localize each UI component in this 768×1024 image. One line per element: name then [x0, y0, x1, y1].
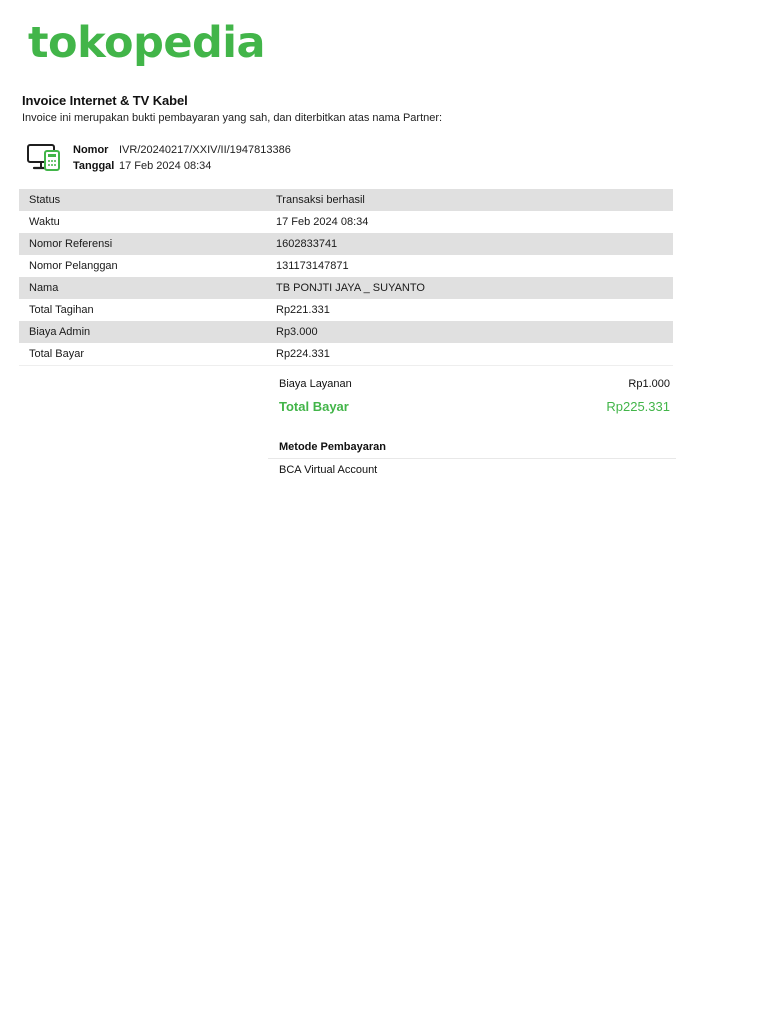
invoice-number-row: [73, 142, 291, 158]
detail-value: 17 Feb 2024 08:34: [276, 216, 369, 228]
detail-label: Nomor Pelanggan: [29, 260, 118, 272]
detail-value: Transaksi berhasil: [266, 189, 673, 211]
detail-label: Nomor Referensi: [19, 233, 266, 255]
detail-row-biaya-admin: [19, 321, 673, 343]
invoice-number-value: IVR/20240217/XXIV/II/1947813386: [119, 144, 291, 156]
service-fee-value: Rp1.000: [628, 378, 670, 390]
computer-device-icon: [26, 142, 62, 172]
detail-label: Status: [19, 189, 266, 211]
detail-value: TB PONJTI JAYA _ SUYANTO: [266, 277, 673, 299]
payment-summary: [268, 376, 676, 478]
detail-value: 1602833741: [266, 233, 673, 255]
detail-label: Total Bayar: [29, 348, 85, 360]
invoice-meta: [73, 142, 291, 174]
invoice-date-value: 17 Feb 2024 08:34: [119, 160, 212, 172]
transaction-details-table: [19, 189, 673, 365]
detail-label: Waktu: [29, 216, 60, 228]
detail-label: Nama: [19, 277, 266, 299]
detail-value: Rp224.331: [276, 348, 330, 360]
grand-total-row: [268, 398, 676, 416]
invoice-date-label: Tanggal: [73, 160, 115, 172]
grand-total-value: Rp225.331: [606, 399, 670, 414]
detail-value: Rp3.000: [266, 321, 673, 343]
detail-row-waktu: [19, 211, 673, 233]
grand-total-label: Total Bayar: [279, 399, 349, 414]
service-fee-row: [268, 376, 676, 392]
invoice-date-row: [73, 158, 291, 174]
detail-row-total-tagihan: [19, 299, 673, 321]
detail-row-status: [19, 189, 673, 211]
tokopedia-logo: tokopedia: [28, 18, 266, 68]
invoice-subtitle: Invoice ini merupakan bukti pembayaran yang sah, dan diterbitkan atas nama Partner:: [22, 112, 443, 124]
detail-value: 131173147871: [276, 260, 349, 272]
detail-label: Total Tagihan: [29, 304, 94, 316]
detail-row-nama: [19, 277, 673, 299]
invoice-number-label: Nomor: [73, 144, 109, 156]
detail-value: Rp221.331: [276, 304, 330, 316]
detail-row-nomor-pelanggan: [19, 255, 673, 277]
invoice-title: Invoice Internet & TV Kabel: [22, 93, 188, 108]
payment-method-value: BCA Virtual Account: [279, 464, 378, 476]
detail-row-nomor-referensi: [19, 233, 673, 255]
detail-label: Biaya Admin: [19, 321, 266, 343]
detail-row-total-bayar: [19, 343, 673, 365]
table-divider: [19, 365, 673, 366]
payment-method-heading: Metode Pembayaran: [268, 438, 676, 459]
service-fee-label: Biaya Layanan: [279, 378, 352, 390]
